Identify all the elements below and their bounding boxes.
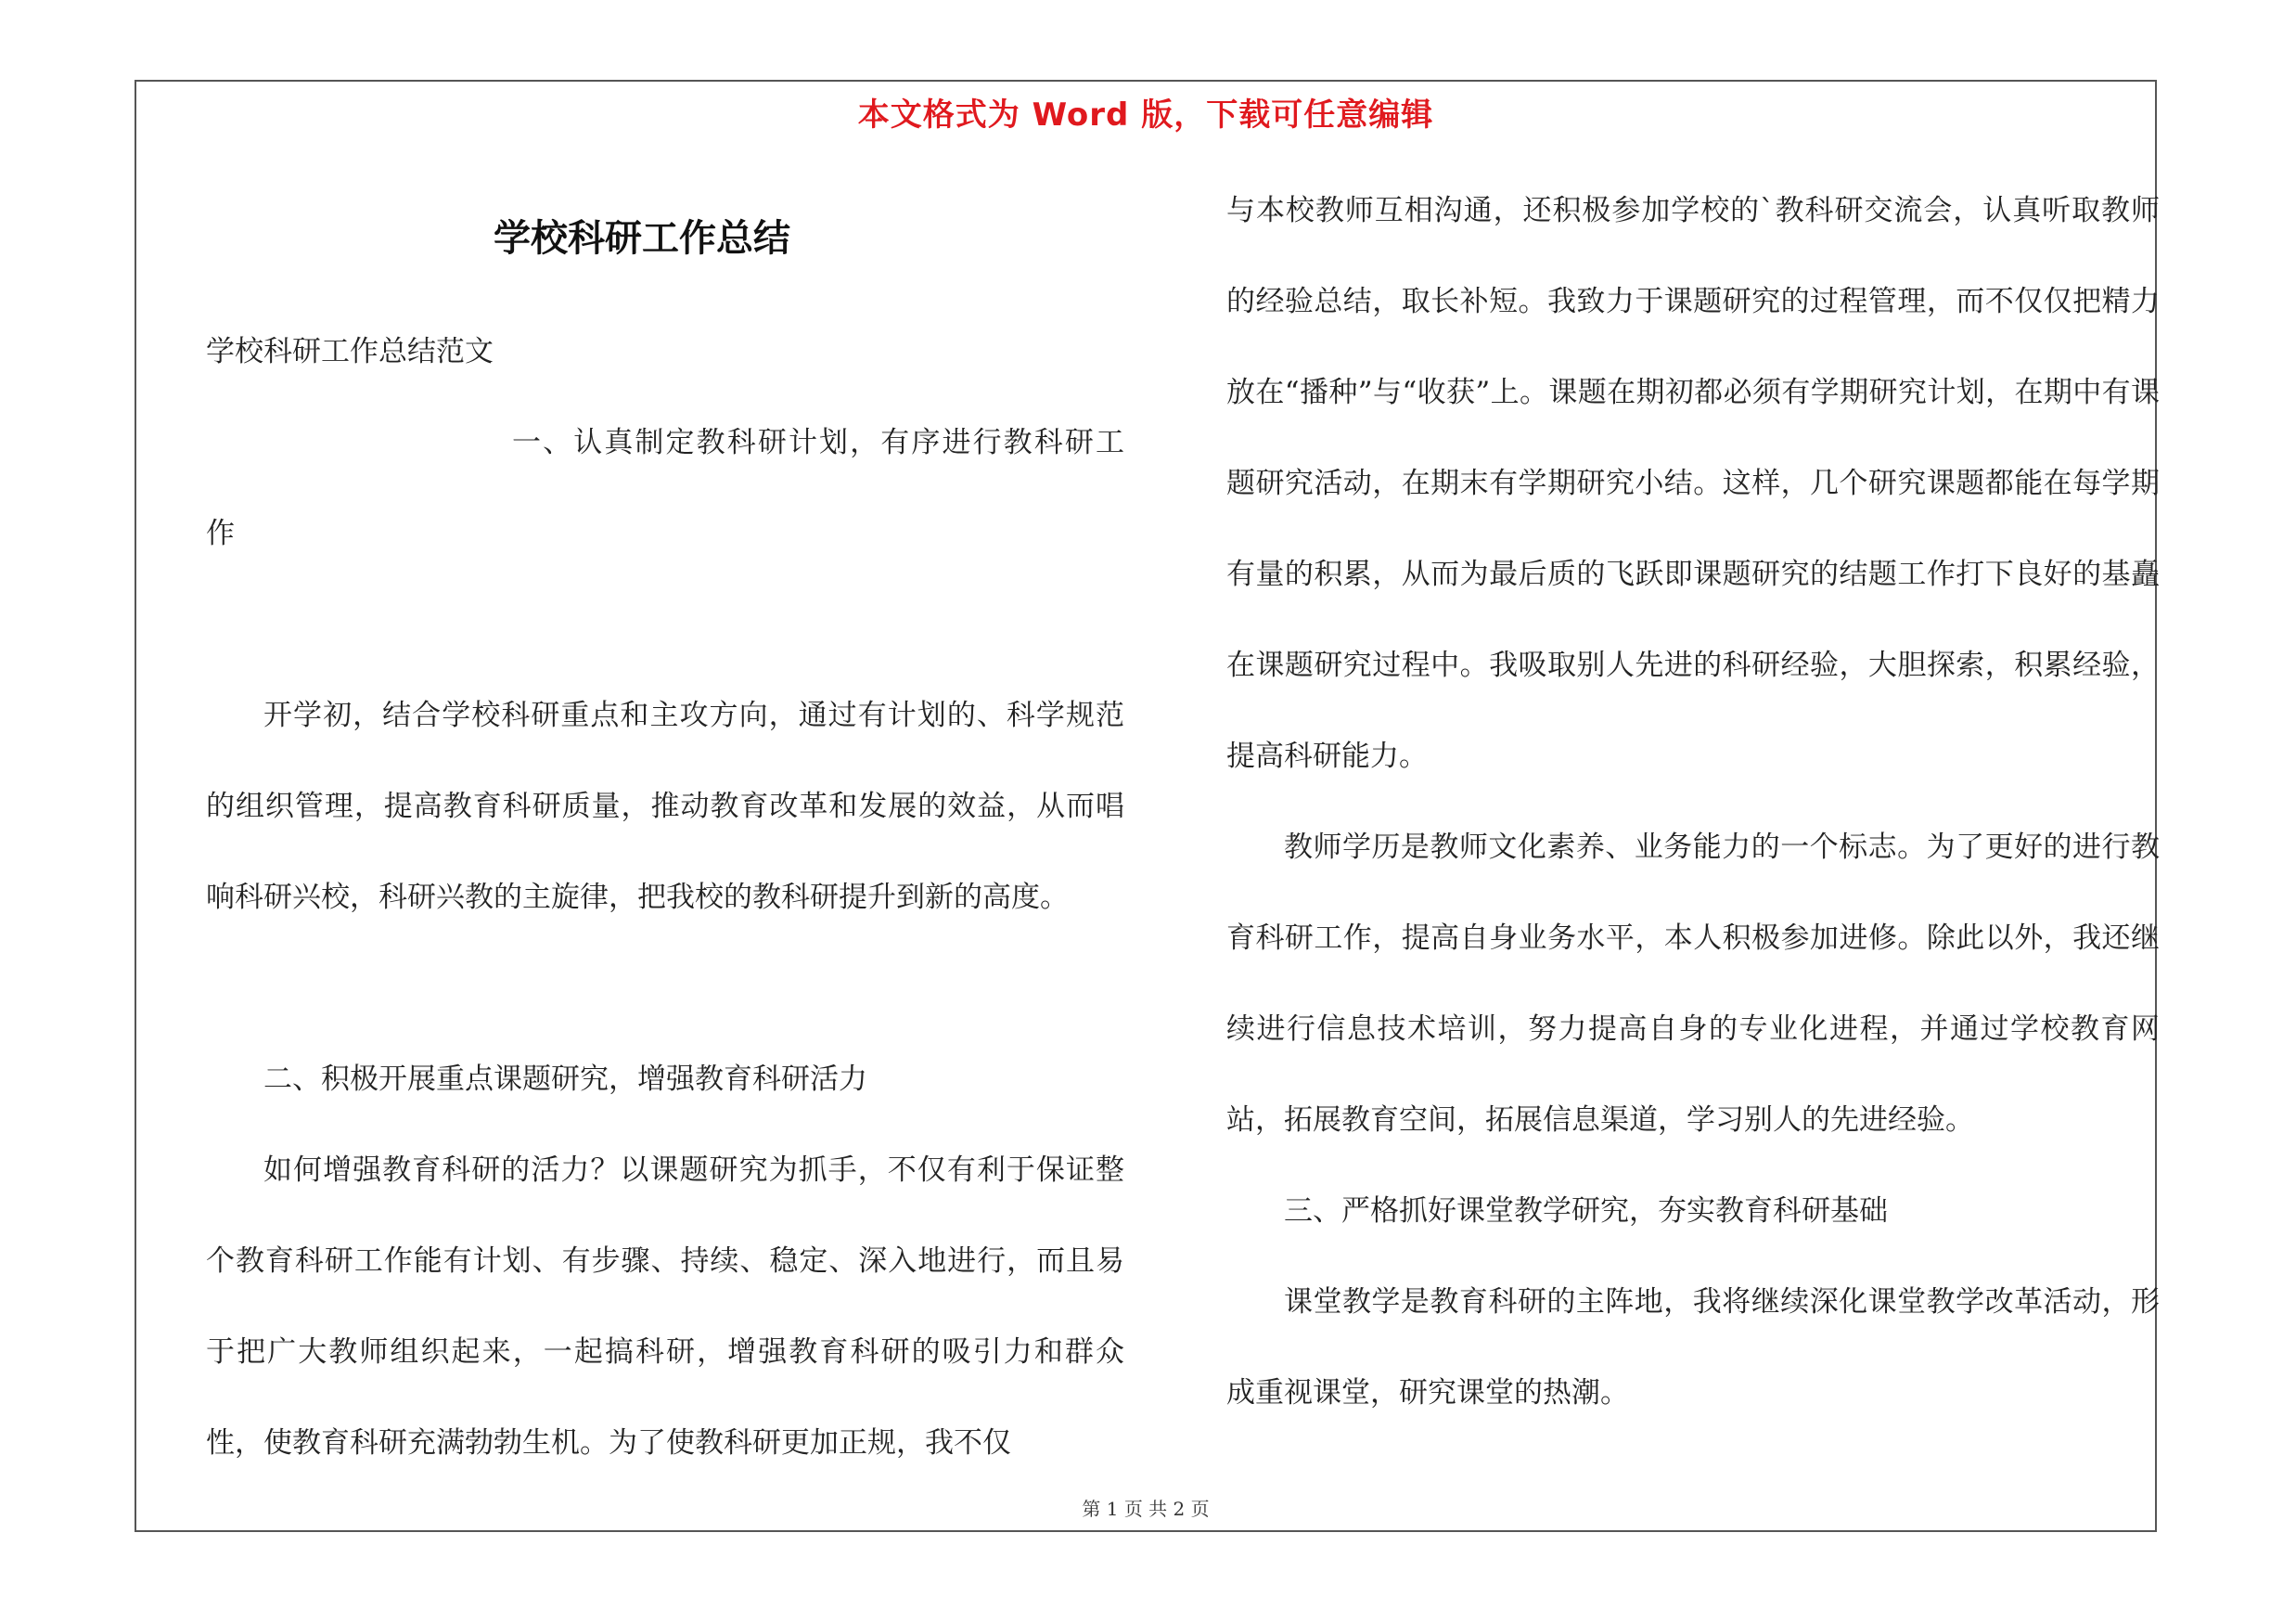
document-title: 学校科研工作总结	[494, 217, 790, 260]
section-heading-1-continued: 作	[206, 517, 235, 550]
paragraph-continued: 与本校教师互相沟通，还积极参加学校的`教科研交流会，认真听取教师的经验总结，取长补短。我致力于课题研究的过程管理，而不仅仅把精力放在“播种”与“收获”上。课题在期初都必须有学期研究计划，在期中有课题研究活动，在期末有学期研究小结。这样，几个研究课题都能在每学期有量的积累，从而为最后质的飞跃即课题研究的结题工作打下良好的基矗在课题研究过程中。我吸取别人先进的科研经验，大胆探索，积累经验，提高科研能力。	[1226, 194, 2160, 773]
paragraph-2: 如何增强教育科研的活力？以课题研究为抓手，不仅有利于保证整个教育科研工作能有计划、有步骤、持续、稳定、深入地进行，而且易于把广大教师组织起来，一起搞科研，增强教育科研的吸引力和群众性，使教育科研充满勃勃生机。为了使教科研更加正规，我不仅	[206, 1153, 1124, 1460]
paragraph-1: 开学初，结合学校科研重点和主攻方向，通过有计划的、科学规范的组织管理，提高教育科研质量，推动教育改革和发展的效益，从而唱响科研兴校，科研兴教的主旋律，把我校的教科研提升到新的高度。	[206, 699, 1124, 914]
page-number: 第 1 页 共 2 页	[1082, 1498, 1210, 1520]
subtitle: 学校科研工作总结范文	[206, 335, 494, 368]
section-heading-3: 三、严格抓好课堂教学研究，夯实教育科研基础	[1284, 1194, 1888, 1228]
section-heading-2: 二、积极开展重点课题研究，增强教育科研活力	[263, 1063, 867, 1096]
paragraph-education: 教师学历是教师文化素养、业务能力的一个标志。为了更好的进行教育科研工作，提高自身业务水平，本人积极参加进修。除此以外，我还继续进行信息技术培训，努力提高自身的专业化进程，并通过学校教育网站，拓展教育空间，拓展信息渠道，学习别人的先进经验。	[1226, 831, 2160, 1137]
editable-banner: 本文格式为 Word 版，下载可任意编辑	[857, 97, 1434, 134]
paragraph-classroom: 课堂教学是教育科研的主阵地，我将继续深化课堂教学改革活动，形成重视课堂，研究课堂的热潮。	[1226, 1285, 2160, 1410]
section-heading-1: 一、认真制定教科研计划，有序进行教科研工	[512, 426, 1124, 459]
right-column	[1226, 165, 2160, 1438]
